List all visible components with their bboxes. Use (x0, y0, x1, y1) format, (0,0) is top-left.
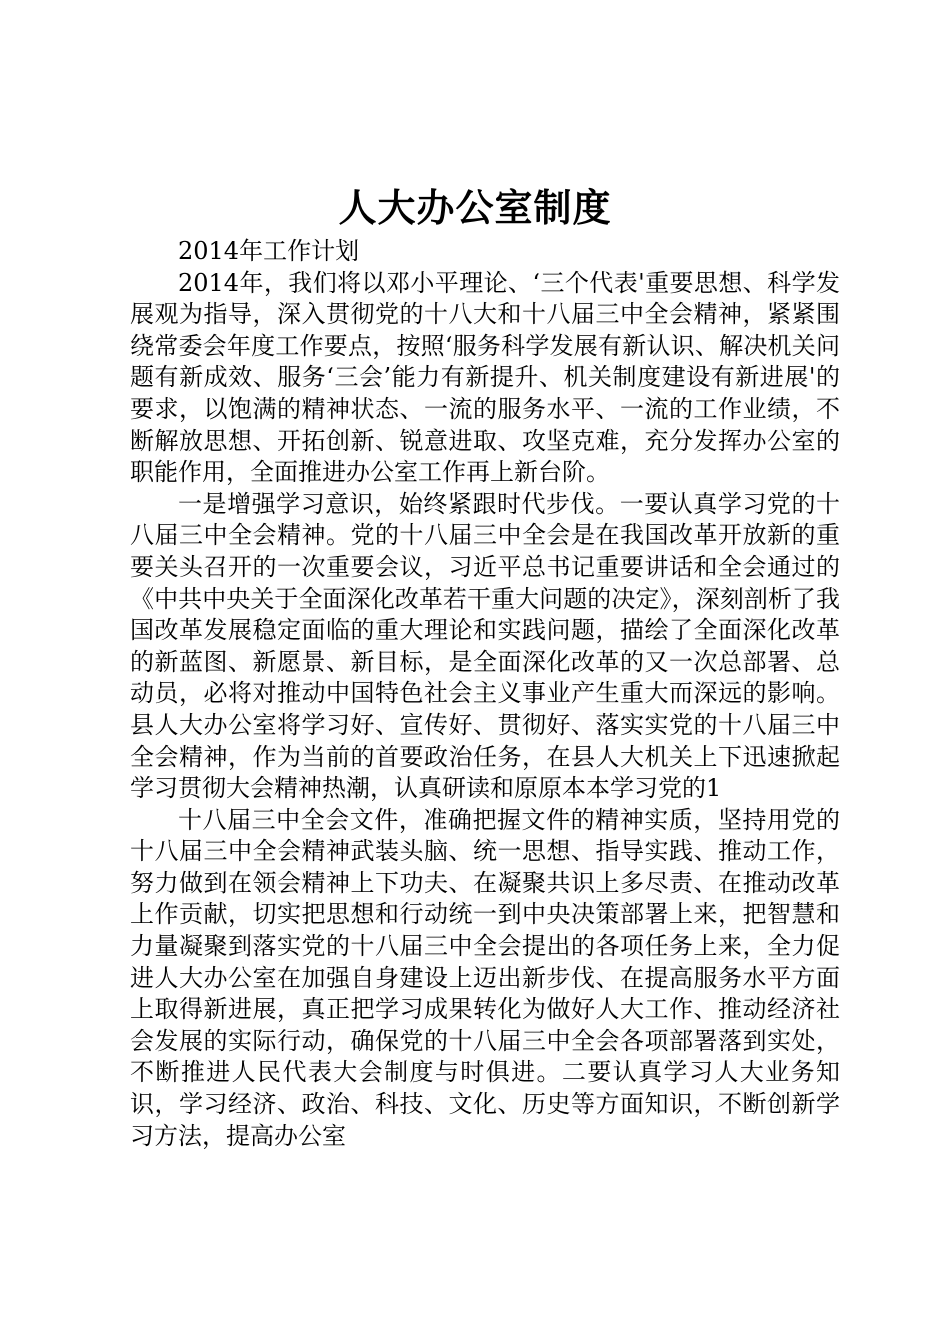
document-body (130, 236, 840, 1152)
paragraph-study-documents: 十八届三中全会文件，准确把握文件的精神实质，坚持用党的十八届三中全会精神武装头脑、统一思想、指导实践、推动工作，努力做到在领会精神上下功夫、在凝聚共识上多尽责、在推动改革上作贡献，切实把思想和行动统一到中央决策部署上来，把智慧和力量凝聚到落实党的十八届三中全会提出的各项任务上来，全力促进人大办公室在加强自身建设上迈出新步伐、在提高服务水平方面上取得新进展，真正把学习成果转化为做好人大工作、推动经济社会发展的实际行动，确保党的十八届三中全会各项部署落到实处，不断推进人民代表大会制度与时俱进。二要认真学习人大业务知识，学习经济、政治、科技、文化、历史等方面知识，不断创新学习方法，提高办公室 (130, 805, 840, 1150)
paragraph-subtitle: 2014年工作计划 (178, 237, 360, 265)
paragraph-intro: 2014年，我们将以邓小平理论、‘三个代表'重要思想、科学发展观为指导，深入贯彻党的十八大和十八届三中全会精神，紧紧围绕常委会年度工作要点，按照‘服务科学发展有新认识、解决机关问题有新成效、服务‘三会’能力有新提升、机关制度建设有新进展'的要求，以饱满的精神状态、一流的服务水平、一流的工作业绩，不断解放思想、开拓创新、锐意进取、攻坚克难，充分发挥办公室的职能作用，全面推进办公室工作再上新台阶。 (130, 268, 840, 487)
paragraph-study-awareness: 一是增强学习意识，始终紧跟时代步伐。一要认真学习党的十八届三中全会精神。党的十八届三中全会是在我国改革开放新的重要关头召开的一次重要会议，习近平总书记重要讲话和全会通过的《中共中央关于全面深化改革若干重大问题的决定》，深刻剖析了我国改革发展稳定面临的重大理论和实践问题，描绘了全面深化改革的新蓝图、新愿景、新目标，是全面深化改革的又一次总部署、总动员，必将对推动中国特色社会主义事业产生重大而深远的影响。县人大办公室将学习好、宣传好、贯彻好、落实实党的十八届三中全会精神，作为当前的首要政治任务，在县人大机关上下迅速掀起学习贯彻大会精神热潮，认真研读和原原本本学习党的1 (130, 489, 840, 803)
document-title: 人大办公室制度 (338, 185, 612, 230)
